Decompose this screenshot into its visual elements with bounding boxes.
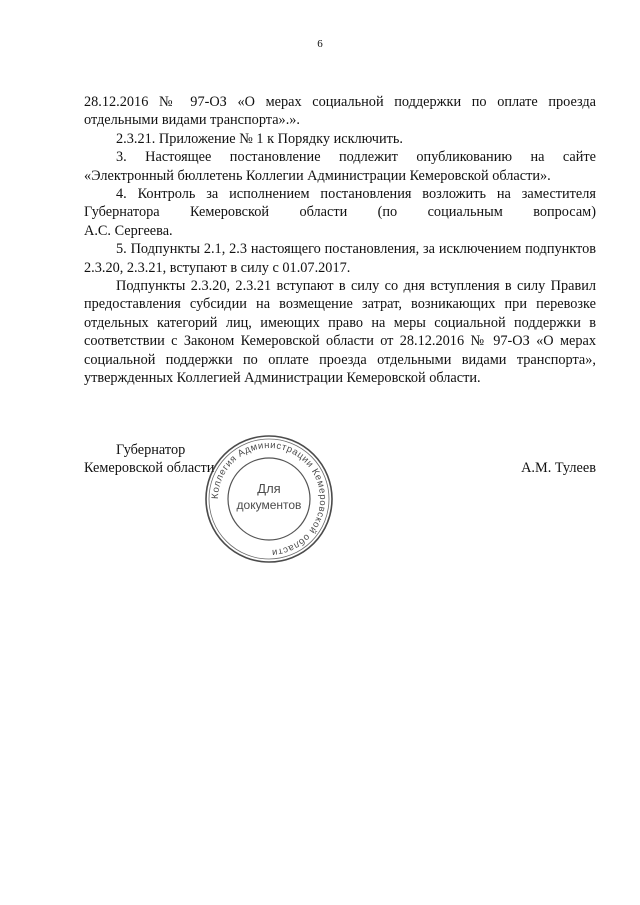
signature-title-line1: Губернатор (116, 442, 186, 458)
stamp-center-line1: Для (257, 481, 281, 496)
paragraph-law-reference: 28.12.2016 № 97-ОЗ «О мерах социальной поддержки по оплате проезда отдельными видами транспорта».». (84, 94, 596, 129)
paragraph-4-control-continued: А.С. Сергеева. (84, 222, 173, 239)
official-stamp (203, 433, 335, 565)
paragraph-2-3-21: 2.3.21. Приложение № 1 к Порядку исключить. (116, 130, 403, 147)
stamp-center-line2: документов (236, 498, 302, 512)
paragraph-5-effective-date: 5. Подпункты 2.1, 2.3 настоящего постановления, за исключением подпунктов 2.3.20, 2.3.21, вступают в силу с 01.07.2017. (84, 241, 596, 276)
signature-name: А.М. Тулеев (521, 460, 596, 476)
paragraph-4-control: 4. Контроль за исполнением постановления возложить на заместителя Губернатора Кемеровской области (по социальным вопросам) (84, 186, 596, 221)
document-body (84, 93, 596, 388)
page-number: 6 (317, 38, 323, 50)
stamp-ring-text: Коллегия Администрации Кемеровской области (209, 439, 329, 558)
paragraph-3-publication: 3. Настоящее постановление подлежит опубликованию на сайте «Электронный бюллетень Коллегии Администрации Кемеровской области». (84, 149, 596, 184)
paragraph-5-subpoints: Подпункты 2.3.20, 2.3.21 вступают в силу со дня вступления в силу Правил предоставления субсидии на возмещение затрат, возникающих при перевозке отдельных категорий лиц, имеющих право на меры социальной поддержки в соответствии с Законом Кемеровской области от 28.12.2016 № 97-ОЗ «О мерах социальной поддержки по оплате проезда отдельными видами транспорта», утвержденных Коллегией Администрации Кемеровской области. (84, 278, 596, 387)
signature-title-line2: Кемеровской области (84, 460, 215, 476)
